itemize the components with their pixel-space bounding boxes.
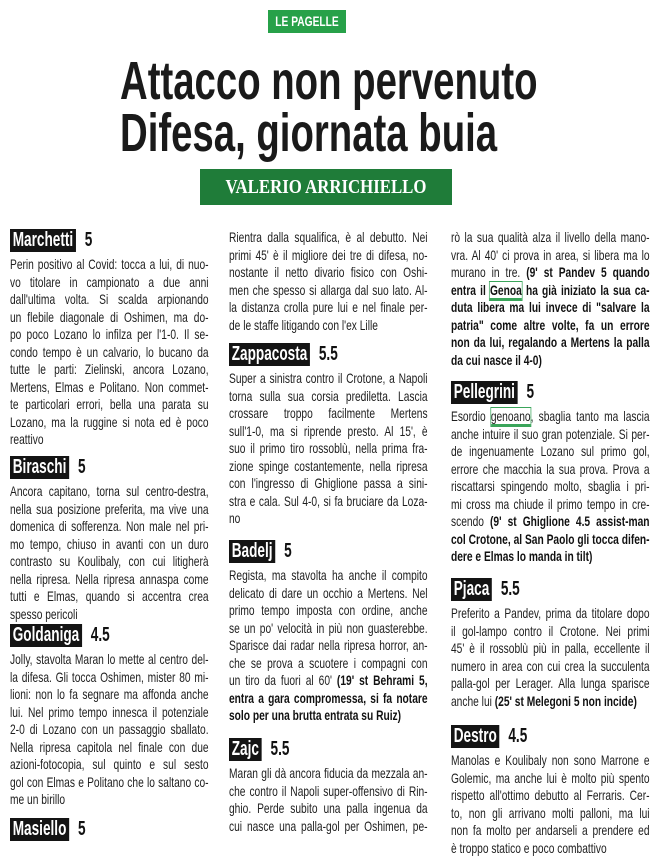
review-line: Golemic, ma anche lui è molto più spento — [451, 769, 650, 786]
player-review — [451, 408, 650, 566]
review-line: se un po' velocità in più non guasterebbe. — [229, 619, 428, 636]
review-line — [451, 317, 650, 335]
review-line: reattivo — [10, 431, 44, 447]
review-line: Preferito a Pandev, prima da titolare dopo — [451, 605, 650, 621]
review-line: zione spinge costantemente, nella ripresa — [229, 457, 428, 474]
review-line: gol con Elmas e Politano che lo saltano co- — [10, 773, 209, 790]
review-line: mo tempo, chiuso in avanti con un duro — [10, 535, 209, 552]
review-line: lioni: non lo fa segnare ma affonda anche — [10, 686, 209, 702]
review-text-segment: murano in tre. — [451, 264, 527, 280]
review-line — [451, 352, 650, 370]
player-review — [229, 765, 428, 835]
review-text-segment: scendo — [451, 513, 491, 529]
review-line: nostante il netto divario fisico con Oshi- — [229, 264, 428, 280]
review-line: vo titolare in campionato a due anni — [10, 273, 209, 290]
review-line: la difesa. Gli tocca Oshimen, mister 80 mi- — [10, 668, 209, 685]
review-line — [229, 707, 428, 725]
review-line: vra. Al 40' ci prova in area, si libera ma lo — [451, 246, 650, 263]
review-text-segment: un tiro da fuori al 60' — [229, 672, 337, 688]
player-name: Destro — [451, 725, 500, 748]
review-line: nella sua posizione preferita, ma vive una — [10, 500, 209, 517]
substitute-note: (9' st Pandev 5 quando — [526, 264, 650, 280]
player-name: Badelj — [229, 540, 275, 563]
rating-heading — [10, 456, 86, 479]
player-name: Pjaca — [451, 578, 492, 601]
column-right — [451, 0, 649, 859]
review-line: de le staffe litigando con l'ex Lille — [229, 316, 378, 333]
player-name: Biraschi — [10, 456, 69, 479]
substitute-note: solo per una brutta entrata su Ruiz) — [229, 707, 402, 723]
player-review — [229, 229, 428, 334]
review-line: Perin positivo al Covid: tocca a lui, di nuo- — [10, 256, 209, 272]
review-line: anche intuire il suo gran potenziale. Si per- — [451, 425, 650, 442]
review-text-segment: anche lui — [451, 692, 495, 709]
rating-heading — [10, 229, 92, 252]
player-score: 5 — [84, 229, 93, 251]
review-line — [451, 408, 650, 426]
player-score: 5 — [77, 818, 86, 840]
column-middle — [229, 0, 427, 859]
review-line: spesso pericoli — [10, 605, 78, 622]
player-review — [10, 256, 209, 449]
review-line — [451, 282, 650, 300]
review-line — [451, 548, 650, 566]
substitute-note: col Crotone, al San Paolo gli tocca difen- — [451, 530, 650, 547]
review-line: lui. Nel primo tempo innesca il potenziale — [10, 703, 209, 720]
review-line: ghio. Perde subito una palla ingenua da — [229, 800, 428, 816]
player-score: 4.5 — [90, 624, 110, 646]
substitute-note: entra a gara compromessa, si fa notare — [229, 689, 428, 706]
player-review — [451, 605, 650, 710]
review-line: Ancora capitano, torna sul centro-destra, — [10, 483, 209, 499]
review-line: primo tempo imposta con ordine, anche — [229, 602, 428, 618]
review-line: Super a sinistra contro il Crotone, a Napoli — [229, 370, 428, 386]
substitute-note: entra il — [451, 281, 490, 298]
substitute-note: patria" come altre volte, fa un errore — [451, 316, 650, 333]
review-line: un flebile diagonale di Oshimen, ma do- — [10, 308, 209, 325]
substitute-note: non da lui, regalando a Mertens la palla — [451, 334, 650, 350]
rating-heading — [451, 381, 534, 404]
review-line: azioni-fotocopia, sul quinto e sul sesto — [10, 756, 209, 772]
player-score: 4.5 — [508, 725, 528, 747]
review-line — [451, 299, 650, 317]
review-line: delicato di dare un occhio a Mertens. Nel — [229, 584, 428, 601]
substitute-note: (25' st Melegoni 5 non incide) — [494, 692, 637, 709]
review-line: palla-gol per Lerager. Alla lunga sparisce — [451, 675, 650, 691]
player-review — [451, 229, 650, 369]
review-line: rispetto all'ottimo debutto al Ferraris. Cer- — [451, 787, 650, 803]
player-name: Goldaniga — [10, 624, 82, 647]
player-review — [10, 651, 209, 809]
substitute-note: duta libera ma lui invece di "salvare la — [451, 299, 650, 315]
review-line — [229, 672, 428, 690]
review-line: men che spesso si allarga dal suo lato. Al- — [229, 281, 428, 298]
section-tag-label: LE PAGELLE — [275, 13, 339, 29]
review-line: domenica di sofferenza. Non male nel pri- — [10, 518, 209, 534]
player-score: 5 — [284, 540, 292, 562]
review-line: po poco Lozano lo infilza per l'1-0. Il se- — [10, 326, 209, 342]
headline-line-1: Attacco non pervenuto — [120, 51, 538, 111]
player-review — [229, 370, 428, 528]
player-score: 5 — [77, 456, 86, 478]
review-line: stra e cala. Sul 4-0, si fa bruciare da Loza- — [229, 492, 428, 509]
rating-heading — [10, 624, 110, 647]
review-line: 45' è il rossoblù più in palla, eccellente il — [451, 640, 650, 656]
review-line: tutti e Elmas, quando si accentra crea — [10, 588, 209, 604]
rating-heading — [451, 725, 527, 748]
review-line: Sparisce dai radar nella ripresa horror, an- — [229, 637, 428, 653]
review-line: con l'ingresso di Ghiglione passa a sini- — [229, 475, 428, 491]
review-line — [451, 264, 650, 282]
highlighted-word: Genoa — [489, 281, 522, 298]
review-line: me un birillo — [10, 791, 66, 807]
review-line — [451, 513, 650, 531]
player-name: Pellegrini — [451, 381, 518, 404]
review-line: che se prova a scuotere i compagni con — [229, 654, 428, 671]
rating-heading — [10, 818, 86, 841]
player-score: 5 — [526, 381, 535, 403]
substitute-note: da cui nasce il 4-0) — [451, 351, 542, 368]
column-left — [10, 0, 208, 859]
review-line: Rientra dalla squalifica, è al debutto. Nei — [229, 229, 428, 245]
review-line: cui nasce una palla-gol per Oshimen, pe- — [229, 817, 428, 834]
review-line: Lozano, ma la ruggine si nota ed è poco — [10, 413, 209, 430]
review-line: no — [229, 510, 241, 526]
review-line: suo il primo tiro rossoblù, nella prima fra- — [229, 440, 428, 456]
review-line: riscattarsi spingendo molto, sbaglia i pri- — [451, 478, 650, 494]
review-line: dall'ultima volta. Si scalda arpionando — [10, 291, 209, 307]
rating-heading — [451, 578, 520, 601]
review-line: Nella ripresa capitola nel finale con due — [10, 738, 209, 755]
review-line: numero in area con cui crea la succulenta — [451, 657, 650, 674]
review-line: Regista, ma stavolta ha anche il compito — [229, 567, 428, 583]
byline-author: VALERIO ARRICHIELLO — [225, 176, 427, 198]
review-line: contrasto su Koulibaly, con cui litigherà — [10, 553, 209, 569]
review-line: Jolly, stavolta Maran lo mette al centro del- — [10, 651, 209, 667]
headline-line-2: Difesa, giornata buia — [120, 103, 498, 163]
player-score: 5.5 — [318, 343, 338, 365]
review-line: la distanza crolla pure lui e nel finale per- — [229, 299, 428, 315]
rating-heading — [229, 343, 338, 366]
review-line: mi cross ma chiude il primo tempo in cre- — [451, 495, 650, 512]
review-line — [451, 693, 650, 711]
review-line: tutte le parti: Zielinski, ancora Lozano, — [10, 361, 209, 377]
review-line: de ingenuamente Lozano sul primo gol, — [451, 443, 650, 459]
review-line: primi 45' è il migliore dei tre di difesa, no- — [229, 246, 428, 263]
review-line: non fa molto per andarseli a prendere ed — [451, 822, 650, 838]
player-name: Zappacosta — [229, 343, 310, 366]
review-line: crossare troppo facilmente Mertens — [229, 405, 428, 421]
review-line: torna sulla sua corsia prediletta. Lascia — [229, 387, 428, 404]
review-line: 2-0 di Lozano con un passaggio sballato. — [10, 721, 209, 737]
substitute-note: (9' st Ghiglione 4.5 assist-man — [490, 513, 650, 529]
review-line: rò la sua qualità alza il livello della mano- — [451, 229, 650, 245]
rating-heading — [229, 540, 292, 563]
player-review — [451, 752, 650, 857]
substitute-note: (19' st Behrami 5, — [336, 672, 428, 688]
review-line: nella ripresa. Nella ripresa annaspa come — [10, 570, 209, 587]
review-line: te particolari errori, bella una parata su — [10, 396, 209, 412]
highlighted-word: genoano — [490, 408, 531, 424]
review-text-segment: , sbaglia tanto ma lascia — [530, 408, 650, 424]
review-line: to, non gli arrivano molti palloni, ma lui — [451, 804, 650, 821]
review-text-segment: Esordio — [451, 408, 491, 424]
player-review — [229, 567, 428, 725]
review-line — [451, 334, 650, 352]
player-score: 5.5 — [500, 578, 520, 600]
substitute-note: dere e Elmas lo manda in tilt) — [451, 548, 593, 564]
review-line: errore che macchia la sua prova. Prova a — [451, 460, 650, 477]
review-line: il gol-lampo contro il Crotone. Nei primi — [451, 622, 650, 639]
review-line: Maran gli dà ancora fiducia da mezzala an- — [229, 765, 428, 781]
player-name: Marchetti — [10, 229, 76, 252]
player-review — [10, 483, 209, 623]
review-line: Mertens, Elmas e Politano. Non commet- — [10, 378, 209, 395]
review-line — [229, 690, 428, 708]
review-line: Manolas e Koulibaly non sono Marrone e — [451, 752, 650, 768]
player-name: Masiello — [10, 818, 69, 841]
rating-heading — [229, 738, 289, 761]
review-line — [451, 531, 650, 549]
substitute-note: ha già iniziato la sua ca- — [521, 281, 650, 298]
review-line: è troppo statico e poco combattivo — [451, 839, 607, 856]
review-line: che contro il Napoli super-offensivo di Rin- — [229, 782, 428, 799]
player-score: 5.5 — [270, 738, 290, 760]
review-line: sull'1-0, ma si riprende presto. Al 15', è — [229, 422, 428, 439]
player-name: Zajc — [229, 738, 262, 761]
review-line: condo tempo è un calvario, lo bucano da — [10, 343, 209, 360]
